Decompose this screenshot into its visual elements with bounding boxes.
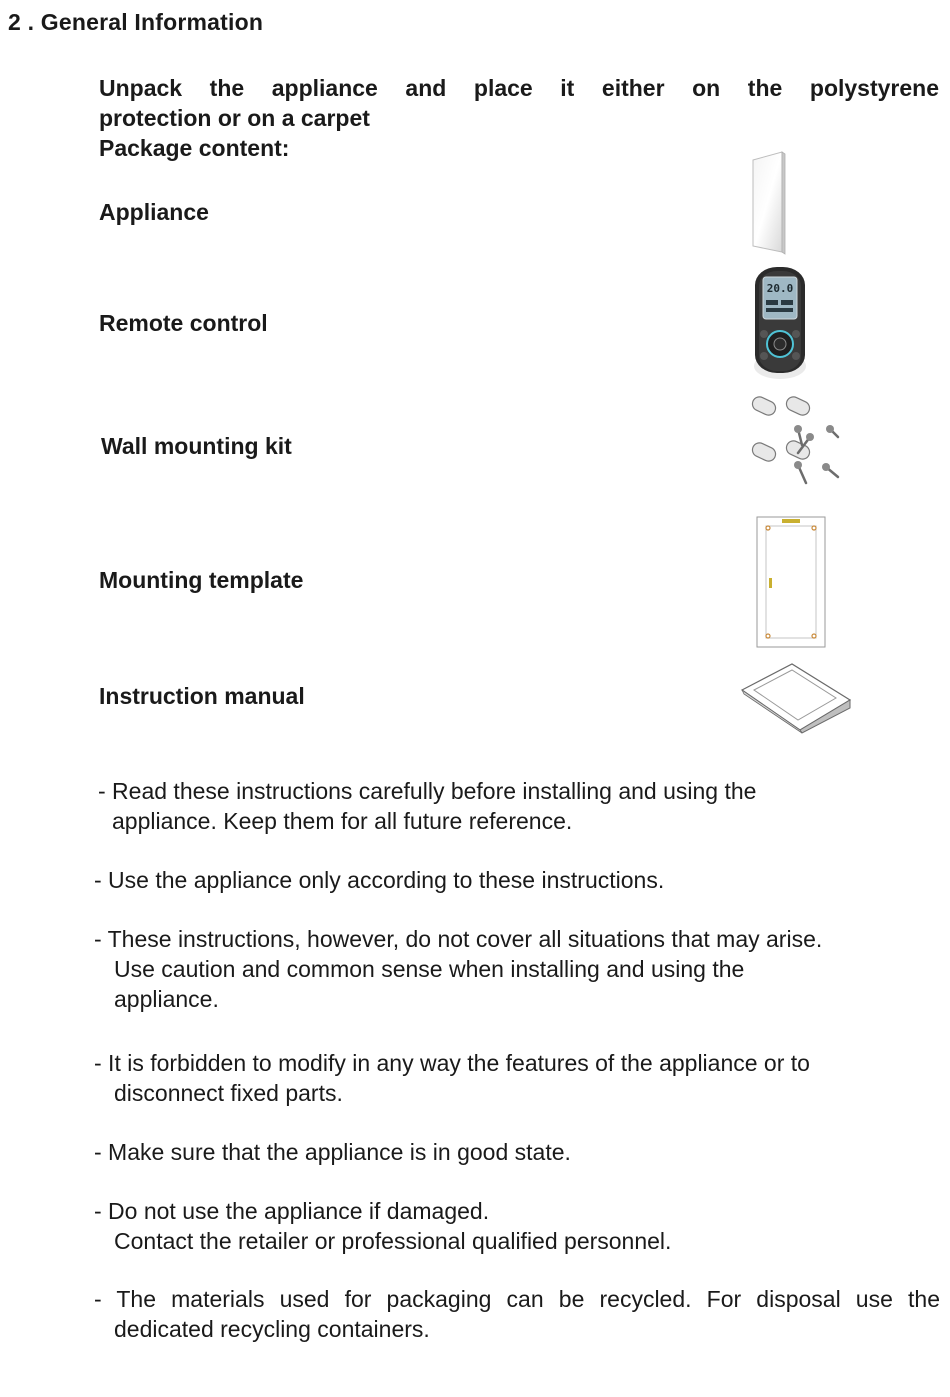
remote-display-value: 20.0	[766, 282, 794, 295]
rule-first-line: - Read these instructions carefully before installing and using the	[98, 778, 757, 804]
rule-item	[98, 776, 756, 836]
rule-continuation: disconnect fixed parts.	[114, 1080, 343, 1106]
rule-continuation: dedicated recycling containers.	[114, 1316, 430, 1342]
rule-item	[94, 1048, 810, 1108]
rule-item	[94, 1284, 940, 1344]
intro-line-2: protection or on a carpet	[99, 105, 370, 131]
item-label-mounting-template: Mounting template	[99, 567, 304, 593]
rule-first-line: - Do not use the appliance if damaged.	[94, 1198, 490, 1224]
rule-continuation: appliance. Keep them for all future reference.	[112, 808, 573, 834]
intro-paragraph	[99, 73, 939, 163]
rule-first-line: - The materials used for packaging can be recycled. For disposal use the	[94, 1286, 940, 1312]
intro-line-1: Unpack the appliance and place it either on the polystyrene	[99, 75, 939, 101]
rule-first-line: - It is forbidden to modify in any way the features of the appliance or to	[94, 1050, 810, 1076]
instruction-manual-icon	[740, 660, 854, 734]
mounting-template-icon	[754, 514, 828, 650]
wall-mounting-kit-icon	[740, 385, 852, 493]
package-content-label: Package content:	[99, 135, 290, 161]
rule-item	[94, 924, 822, 1014]
remote-control-icon	[750, 264, 810, 380]
section-heading: 2 . General Information	[8, 9, 264, 35]
rule-continuation: appliance.	[114, 986, 219, 1012]
rule-first-line: - Make sure that the appliance is in good state.	[94, 1139, 571, 1165]
rule-item	[94, 865, 664, 895]
rule-continuation: Contact the retailer or professional qualified personnel.	[114, 1228, 672, 1254]
rule-continuation: Use caution and common sense when installing and using the	[114, 956, 745, 982]
appliance-panel-icon	[748, 150, 788, 256]
item-label-wall-mounting-kit: Wall mounting kit	[101, 433, 292, 459]
rule-item	[94, 1196, 671, 1256]
item-label-instruction-manual: Instruction manual	[99, 683, 305, 709]
item-label-appliance: Appliance	[99, 199, 209, 225]
rule-first-line: - Use the appliance only according to these instructions.	[94, 867, 665, 893]
rule-item	[94, 1137, 571, 1167]
rule-first-line: - These instructions, however, do not cover all situations that may arise.	[94, 926, 823, 952]
item-label-remote-control: Remote control	[99, 310, 268, 336]
